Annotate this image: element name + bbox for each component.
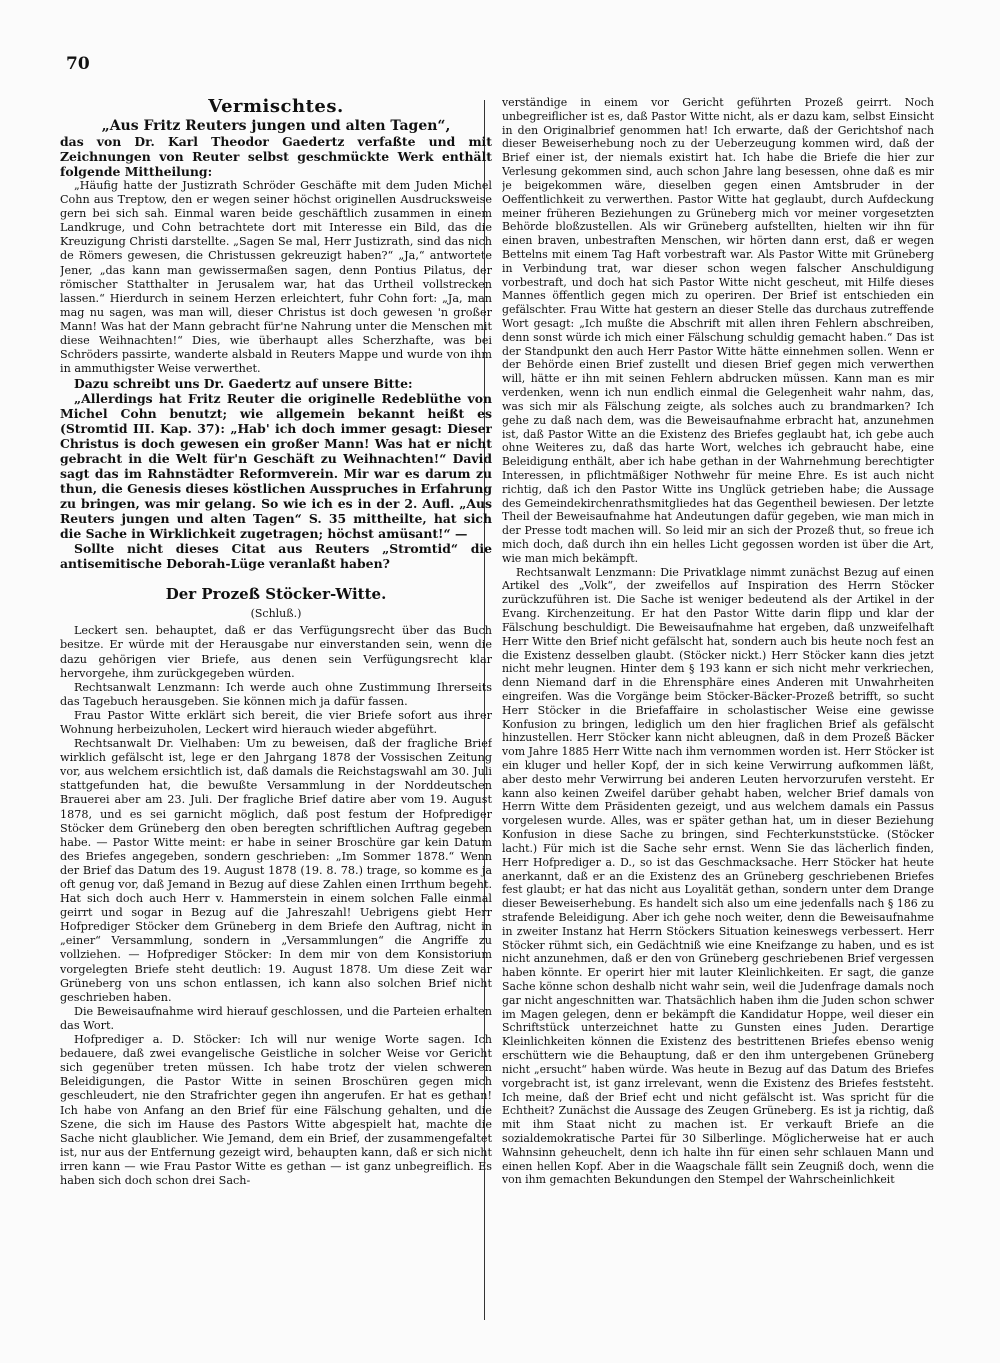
prozess-paragraph: Rechtsanwalt Lenzmann: Ich werde auch ohne Zustimmung Ihrerseits das Tagebuch herausgeben. Sie können mich ja dafür fassen.	[60, 680, 492, 708]
page-number: 70	[66, 54, 90, 74]
section-heading-vermischtes: Vermischtes.	[208, 96, 344, 117]
prozess-paragraph: Frau Pastor Witte erklärt sich bereit, die vier Briefe sofort aus ihrer Wohnung herbeizuholen, Leckert wird hierauch wieder abgeführt.	[60, 708, 492, 736]
conclusion-note: (Schluß.)	[250, 607, 302, 621]
right-column	[502, 96, 934, 1346]
section-heading-prozess: Der Prozeß Stöcker-Witte.	[165, 585, 387, 604]
prozess-paragraph: Rechtsanwalt Lenzmann: Die Privatklage nimmt zunächst Bezug auf einen Artikel des „Volk“, der zweifellos auf Inspiration des Herrn Stöcker zurückzuführen ist. Die Sache ist weniger bedeutend als der Artikel in der Evang. Kirchenzeitung. Er hat den Pastor Witte darin flipp und klar der Fälschung beschuldigt. Die Beweisaufnahme hat ergeben, daß unzweifelhaft Herr Witte den Brief nicht gefälscht hat, sondern auch bis heute noch fest an die Existenz desselben glaubt. (Stöcker nickt.) Herr Stöcker kann dies jetzt nicht mehr leugnen. Hinter dem § 193 kann er sich nicht mehr verkriechen, denn Niemand darf in die Ehrensphäre eines Anderen mit Unwahrheiten eingreifen. Was die Vorgänge beim Stöcker-Bäcker-Prozeß betrifft, so sucht Herr Stöcker in die Briefaffaire in scholastischer Weise eine gewisse Konfusion zu bringen, lediglich um den hier fraglichen Brief als gefälscht hinzustellen. Herr Stöcker kann nicht ableugnen, daß in dem Prozeß Bäcker vom Jahre 1885 Herr Witte nach ihm vernommen worden ist. Herr Stöcker ist ein kluger und heller Kopf, der in sich keine Verwirrung aufkommen läßt, aber desto mehr Verwirrung bei anderen Leuten hervorzurufen versteht. Er kann also keinen Zweifel darüber gehabt haben, welcher Brief damals von Herrn Witte dem Präsidenten gezeigt, und aus welchem damals ein Passus vorgelesen wurde. Alles, was er später gethan hat, um in dieser Beziehung Konfusion in diese Sache zu bringen, sind Fechterkunststücke. (Stöcker lacht.) Für mich ist die Sache sehr ernst. Wenn Sie das lächerlich finden, Herr Hofprediger a. D., so ist das Geschmacksache. Herr Stöcker hat heute anerkannt, daß er an die Existenz des an Grüneberg geschriebenen Briefes fest glaubt; er hat das nicht aus Loyalität gethan, sondern unter dem Drange dieser Beweiserhebung. Es handelt sich also um eine jedenfalls nach § 186 zu strafende Beleidigung. Aber ich gehe noch weiter, denn die Beweisaufnahme in zweiter Instanz hat Herrn Stöckers Situation keineswegs verbessert. Herr Stöcker rühmt sich, ein Gedächtniß wie eine Kneifzange zu haben, und es ist nicht anzunehmen, daß er den von Grüneberg geschriebenen Brief vergessen haben könnte. Er operirt hier mit lauter Kleinlichkeiten. Er sagt, die ganze Sache könne schon deshalb nicht wahr sein, weil die Judenfrage damals noch gar nicht angeschnitten war. Thatsächlich haben ihm die Juden schon schwer im Magen gelegen, denn er bekämpft die Kandidatur Hoppe, weil dieser ein Schriftstück unterzeichnet hatte zu Gunsten eines Juden. Derartige Kleinlichkeiten können die Existenz des bestrittenen Briefes ebenso wenig erschüttern wie die Behauptung, daß er den ihm untergebenen Grüneberg nicht „ersucht“ haben würde. Was heute in Bezug auf das Datum des Briefes vorgebracht ist, ist ganz irrelevant, wenn die Existenz des Briefes feststeht. Ich meine, daß der Brief echt und nicht gefälscht ist. Was spricht für die Echtheit? Zunächst die Aussage des Zeugen Grüneberg. Es ist ja richtig, daß mit ihm Staat nicht zu machen ist. Er verkauft Briefe an die sozialdemokratische Partei für 30 Silberlinge. Möglicherweise hat er auch Wahnsinn geheuchelt, denn ich halte ihn für einen sehr schlauen Mann und einen hellen Kopf. Aber in die Waagschale fällt sein Zeugniß doch, wenn die von ihm gemachten Bekundungen den Stempel der Wahrscheinlichkeit	[502, 565, 934, 1187]
prozess-paragraph: Leckert sen. behauptet, daß er das Verfügungsrecht über das Buch besitze. Er würde mit der Herausgabe nur einverstanden sein, wenn die dazu gehörigen vier Briefe, aus denen sein Verfügungsrecht klar hervorgehe, ihm zurückgegeben würden.	[60, 624, 492, 680]
gaedertz-letter: „Allerdings hat Fritz Reuter die originelle Redeblüthe von Michel Cohn benutzt; wie allgemein bekannt heißt es (Stromtid III. Kap. 37): „Hab' ich doch immer gesagt: Dieser Christus is doch gewesen ein großer Mann! Was hat er nicht gebracht in die Welt für'n Geschäft zu Weihnachten!“ David sagt das im Rahnstädter Reformverein. Mir war es darum zu thun, die Genesis dieses köstlichen Ausspruches in Erfahrung zu bringen, was mir gelang. So wie ich es in der 2. Aufl. „Aus Reuters jungen und alten Tagen“ S. 35 mittheilte, hat sich die Sache in Wirklichkeit zugetragen; höchst amüsant!“ —	[60, 391, 492, 542]
gaedertz-intro: Dazu schreibt uns Dr. Gaedertz auf unsere Bitte:	[74, 376, 413, 392]
intro-paragraph: das von Dr. Karl Theodor Gaedertz verfaßte und mit Zeichnungen von Reuter selbst geschmückte Werk enthält folgende Mittheilung:	[60, 134, 492, 179]
quote-paragraph: „Häufig hatte der Justizrath Schröder Geschäfte mit dem Juden Michel Cohn aus Treptow, den er wegen seiner höchst originellen Ausdrucksweise gern bei sich sah. Einmal waren beide geschäftlich zusammen in einem Landkruge, und Cohn betrachtete dort mit Interesse ein Bild, das die Kreuzigung Christi darstellte. „Sagen Se mal, Herr Justizrath, sind das nich de Römers gewesen, die Christussen gekreuzigt haben?“ „Ja,“ antwortete Jener, „das kann man gewissermaßen sagen, denn Pontius Pilatus, der römischer Statthalter in Jerusalem war, hat das Urtheil vollstrecken lassen.“ Hierdurch in seinem Herzen erleichtert, fuhr Cohn fort: „Ja, man mag nu sagen, was man will, dieser Christus ist doch gewesen 'n großer Mann! Was hat der Mann gebracht für'ne Nahrung unter die Menschen mit diese Weihnachten!“ Dies, wie überhaupt alles Scherzhafte, was bei Schröders passirte, wanderte alsbald in Reuters Mappe und wurde von ihm in ammuthigster Weise verwerthet.	[60, 179, 492, 376]
prozess-paragraph-continued: verständige in einem vor Gericht geführten Prozeß geirrt. Noch unbegreiflicher ist es, daß Pastor Witte nicht, als er dazu kam, selbst Einsicht in den Originalbrief genommen hat! Ich erwarte, daß der Gerichtshof nach dieser Beweiserhebung noch zu der Ueberzeugung kommen wird, daß der Brief einer ist, der niemals existirt hat. Ich habe die Briefe die hier zur Verlesung gekommen sind, auch schon Jahre lang besessen, ohne daß es mir je beigekommen wäre, dieselben gegen einen Amtsbruder in der Oeffentlichkeit zu verwerthen. Pastor Witte hat geglaubt, durch Aufdeckung meiner früheren Beziehungen zu Grüneberg mich vor meiner vorgesetzten Behörde bloßzustellen. Als wir Grüneberg aufstellten, hielten wir ihn für einen braven, unbestraften Menschen, wir hörten dann erst, daß er wegen Bettelns mit einem Tag Haft vorbestraft war. Als Pastor Witte mit Grüneberg in Verbindung trat, war dieser schon wegen falscher Anschuldigung vorbestraft, und doch hat sich Pastor Witte nicht gescheut, mit Hilfe dieses Mannes öffentlich gegen mich zu operiren. Der Brief ist entschieden ein gefälschter. Frau Witte hat gestern an dieser Stelle das durchaus zutreffende Wort gesagt: „Ich mußte die Abschrift mit allen ihren Fehlern abschreiben, denn sonst würde ich mich einer Fälschung schuldig gemacht haben.“ Das ist der Standpunkt den auch Herr Pastor Witte hätte einnehmen sollen. Wenn er der Behörde einen Brief zustellt und diesen Brief gegen mich verwerthen will, hätte er ihn mit seinen Fehlern abdrucken müssen. Kann man es mir verdenken, wenn ich nun endlich einmal die Gelegenheit wahr nahm, das, was sich mir als Fälschung zeigte, als solches auch zu brandmarken? Ich gehe zu daß nach dem, was die Beweisaufnahme erbracht hat, anzunehmen ist, daß Pastor Witte an die Existenz des Briefes geglaubt hat, ich gebe auch ohne Weiteres zu, daß das harte Wort, welches ich gebraucht habe, eine Beleidigung enthält, aber ich habe gethan in der Wahrnehmung berechtigter Interessen, in pflichtmäßiger Nothwehr für meine Ehre. Es ist auch nicht richtig, daß ich den Pastor Witte ins Unglück getrieben habe; die Aussage des Gemeindekirchenrathsmitgliedes hat das Gegentheil bewiesen. Der letzte Theil der Beweisaufnahme hat Andeutungen dafür gegeben, wie man mich in der Presse todt machen will. So leid mir an sich der Prozeß thut, so freue ich mich doch, daß durch ihn ein helles Licht gegossen worden ist über die Art, wie man mich bekämpft.	[502, 96, 934, 565]
book-title-heading: „Aus Fritz Reuters jungen und alten Tagen“,	[101, 118, 451, 134]
prozess-paragraph: Hofprediger a. D. Stöcker: Ich will nur wenige Worte sagen. Ich bedauere, daß zwei evangelische Geistliche in solcher Weise vor Gericht sich gegenüber treten müssen. Ich habe trotz der vielen schweren Beleidigungen, die Pastor Witte in seinen Broschüren gegen mich geschleudert, nie den Strafrichter gegen ihn angerufen. Er hat es gethan! Ich habe von Anfang an den Brief für eine Fälschung gehalten, und die Szene, die sich im Hause des Pastors Witte abgespielt hat, machte die Sache nicht glaublicher. Wie Jemand, dem ein Brief, der zusammengefaltet ist, nur aus der Entfernung gezeigt wird, behaupten kann, daß er sich nicht irren kann — wie Frau Pastor Witte es gethan — ist ganz unbegreiflich. Es haben sich doch schon drei Sach-	[60, 1033, 492, 1187]
left-column	[60, 96, 492, 1346]
prozess-paragraph: Rechtsanwalt Dr. Vielhaben: Um zu beweisen, daß der fragliche Brief wirklich gefälscht ist, lege er den Jahrgang 1878 der Vossischen Zeitung vor, aus welchem ersichtlich ist, daß damals die Reichstagswahl am 30. Juli stattgefunden hat, die bewußte Versammlung in der Norddeutschen Brauerei aber am 23. Juli. Der fragliche Brief datire aber vom 19. August 1878, und es sei garnicht möglich, daß post festum der Hofprediger Stöcker dem Grüneberg den oben beregten schriftlichen Auftrag gegeben habe. — Pastor Witte meint: er habe in seiner Broschüre gar kein Datum des Briefes angegeben, sondern geschrieben: „Im Sommer 1878.“ Wenn der Brief das Datum des 19. August 1878 (19. 8. 78.) trage, so komme es ja oft genug vor, daß Jemand in Bezug auf diese Zahlen einen Irrthum begeht. Hat sich doch auch Herr v. Hammerstein in einem solchen Falle einmal geirrt und sogar in Bezug auf die Jahreszahl! Uebrigens giebt Herr Hofprediger Stöcker dem Grüneberg in dem Briefe den Auftrag, nicht in „einer“ Versammlung, sondern in „Versammlungen“ die Angriffe zu vollziehen. — Hofprediger Stöcker: In dem mir von dem Konsistorium vorgelegten Briefe steht deutlich: 19. August 1878. Um diese Zeit war Grüneberg von uns schon entlassen, ich kann also solchen Brief nicht geschrieben haben.	[60, 737, 492, 1004]
prozess-paragraph: Die Beweisaufnahme wird hierauf geschlossen, und die Parteien erhalten das Wort.	[60, 1004, 492, 1032]
closing-question: Sollte nicht dieses Citat aus Reuters „Stromtid“ die antisemitische Deborah-Lüge veranlaßt haben?	[60, 541, 492, 572]
